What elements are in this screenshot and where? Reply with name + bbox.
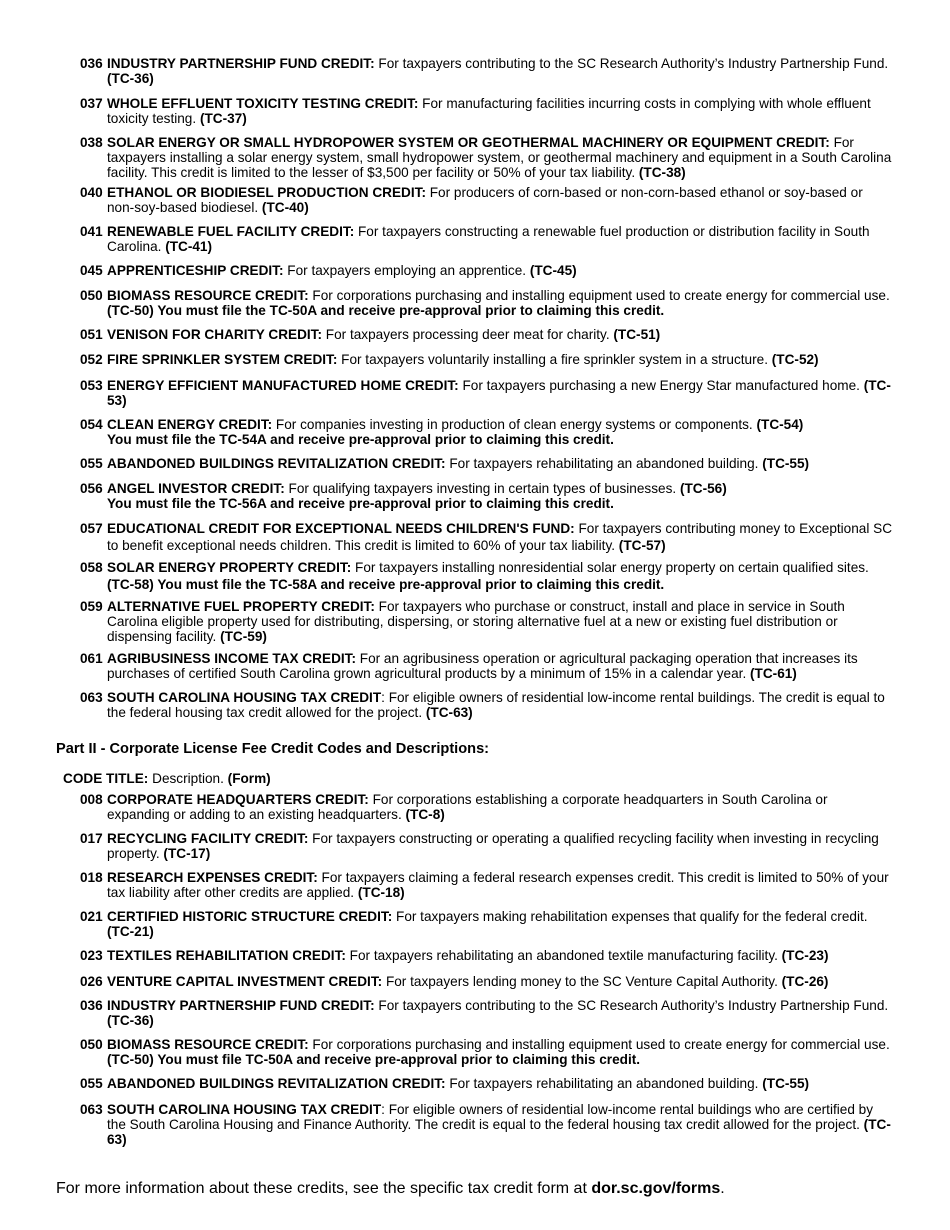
credit-entry xyxy=(80,352,895,367)
credit-form: (TC-59) xyxy=(220,629,267,644)
credit-description: For manufacturing facilities incurring costs in complying with whole effluent toxicity testing. xyxy=(107,96,871,126)
credit-entry xyxy=(80,135,895,180)
credit-description: For taxpayers lending money to the SC Venture Capital Authority. xyxy=(382,974,782,989)
preapproval-note: You must file the TC-54A and receive pre-approval prior to claiming this credit. xyxy=(107,432,614,447)
credit-entry xyxy=(80,559,895,593)
credit-code: 036 xyxy=(80,998,103,1013)
code-title-description: Description. xyxy=(148,771,228,786)
credit-form: (TC-37) xyxy=(199,111,247,126)
credit-code: 059 xyxy=(80,599,103,614)
credit-entry xyxy=(80,599,895,644)
credit-description: For taxpayers installing a solar energy system, small hydropower system, or geothermal machinery and equipment in a South Carolina facility. This credit is limited to the lesser of $3,500 per facility or 50% of your tax liability. xyxy=(107,135,892,180)
credit-form: (TC-53) xyxy=(107,378,891,408)
credit-description: : For eligible owners of residential low-income rental buildings who are certified by the South Carolina Housing and Finance Authority. The credit is equal to the federal housing tax credit allowed for the project. xyxy=(107,1102,874,1132)
credit-description: For producers of corn-based or non-corn-based ethanol or soy-based or non-soy-based biodiesel. xyxy=(107,185,863,215)
credit-description: For taxpayers who purchase or construct, install and place in service in South Carolina eligible property used for distributing, dispersing, or storing alternative fuel at a new or existing fuel distribution or dispensing facility. xyxy=(107,599,845,644)
credit-title: INDUSTRY PARTNERSHIP FUND CREDIT: xyxy=(107,998,375,1013)
footer-note xyxy=(56,1180,725,1198)
credit-code: 036 xyxy=(80,56,103,71)
credit-code: 053 xyxy=(80,378,103,393)
credit-form: (TC-45) xyxy=(529,263,577,278)
credit-form: (TC-58) xyxy=(107,577,154,592)
credit-description: For taxpayers contributing to the SC Research Authority’s Industry Partnership Fund. xyxy=(374,998,889,1013)
code-title-form: (Form) xyxy=(227,771,271,786)
credit-title: CLEAN ENERGY CREDIT: xyxy=(107,417,273,432)
credit-entry xyxy=(80,948,895,963)
credit-code: 057 xyxy=(80,521,103,536)
credit-code: 063 xyxy=(80,1102,103,1117)
credit-code: 051 xyxy=(80,327,103,342)
credit-entry xyxy=(80,998,895,1028)
credit-code: 038 xyxy=(80,135,103,150)
credit-entry xyxy=(80,288,895,318)
credit-description: For taxpayers employing an apprentice. xyxy=(283,263,530,278)
credit-form: (TC-36) xyxy=(107,1013,154,1028)
credit-title: ABANDONED BUILDINGS REVITALIZATION CREDIT: xyxy=(107,1076,446,1091)
credit-description: For taxpayers rehabilitating an abandoned textile manufacturing facility. xyxy=(345,948,782,963)
credit-title: SOLAR ENERGY OR SMALL HYDROPOWER SYSTEM OR GEOTHERMAL MACHINERY OR EQUIPMENT CREDIT: xyxy=(107,135,830,150)
credit-form: (TC-50) xyxy=(107,1052,154,1067)
credit-title: ENERGY EFFICIENT MANUFACTURED HOME CREDIT: xyxy=(107,378,459,393)
credit-title: VENISON FOR CHARITY CREDIT: xyxy=(107,327,322,342)
credit-title: TEXTILES REHABILITATION CREDIT: xyxy=(107,948,346,963)
credit-form: (TC-38) xyxy=(638,165,686,180)
credit-title: ANGEL INVESTOR CREDIT: xyxy=(107,481,285,496)
credit-form: (TC-63) xyxy=(425,705,473,720)
credit-entry xyxy=(80,378,895,408)
credit-title: SOUTH CAROLINA HOUSING TAX CREDIT xyxy=(107,1102,382,1117)
preapproval-note: You must file the TC-50A and receive pre-approval prior to claiming this credit. xyxy=(153,303,665,318)
credit-code: 055 xyxy=(80,1076,103,1091)
credit-title: BIOMASS RESOURCE CREDIT: xyxy=(107,288,309,303)
credit-title: RENEWABLE FUEL FACILITY CREDIT: xyxy=(107,224,355,239)
credit-form: (TC-50) xyxy=(107,303,154,318)
credit-description: For corporations purchasing and installing equipment used to create energy for commercial use. xyxy=(308,1037,890,1052)
credit-title: RESEARCH EXPENSES CREDIT: xyxy=(107,870,318,885)
footer-text: For more information about these credits, see the specific tax credit form at xyxy=(56,1180,592,1197)
credit-entry xyxy=(80,96,895,126)
credit-description: For taxpayers making rehabilitation expenses that qualify for the federal credit. xyxy=(392,909,868,924)
credit-form: (TC-51) xyxy=(613,327,661,342)
credit-form: (TC-61) xyxy=(750,666,797,681)
credit-code: 050 xyxy=(80,288,103,303)
credit-title: ABANDONED BUILDINGS REVITALIZATION CREDIT: xyxy=(107,456,446,471)
credit-description: For taxpayers constructing or operating a qualified recycling facility when investing in recycling property. xyxy=(107,831,879,861)
credit-title: VENTURE CAPITAL INVESTMENT CREDIT: xyxy=(107,974,383,989)
credit-title: RECYCLING FACILITY CREDIT: xyxy=(107,831,309,846)
preapproval-note: You must file TC-50A and receive pre-approval prior to claiming this credit. xyxy=(153,1052,641,1067)
credit-title: ALTERNATIVE FUEL PROPERTY CREDIT: xyxy=(107,599,375,614)
credit-description: For taxpayers purchasing a new Energy Star manufactured home. xyxy=(458,378,864,393)
credit-description: For taxpayers installing nonresidential solar energy property on certain qualified sites. xyxy=(351,560,869,575)
credit-entry xyxy=(80,224,895,254)
credit-entry xyxy=(80,327,895,342)
credit-code: 061 xyxy=(80,651,103,666)
credit-description: For taxpayers claiming a federal research expenses credit. This credit is limited to 50% of your tax liability after other credits are applied. xyxy=(107,870,889,900)
footer-period: . xyxy=(720,1180,725,1197)
credit-entry xyxy=(80,1037,895,1067)
credit-code: 026 xyxy=(80,974,103,989)
credit-code: 018 xyxy=(80,870,103,885)
credit-code: 058 xyxy=(80,560,103,575)
credit-description: For taxpayers processing deer meat for charity. xyxy=(322,327,614,342)
credit-entry xyxy=(80,417,895,447)
code-title-label: CODE TITLE: xyxy=(63,771,149,786)
credit-code: 063 xyxy=(80,690,103,705)
credit-entry xyxy=(80,651,895,681)
credit-entry xyxy=(80,456,895,471)
credit-description: For taxpayers constructing a renewable fuel production or distribution facility in South Carolina. xyxy=(107,224,870,254)
credit-entry xyxy=(80,831,895,861)
credit-code: 045 xyxy=(80,263,103,278)
credit-form: (TC-54) xyxy=(756,417,804,432)
credit-title: SOUTH CAROLINA HOUSING TAX CREDIT xyxy=(107,690,382,705)
credit-title: APPRENTICESHIP CREDIT: xyxy=(107,263,284,278)
credit-code: 008 xyxy=(80,792,103,807)
credit-description: : For eligible owners of residential low-income rental buildings. The credit is equal to the federal housing tax credit allowed for the project. xyxy=(107,690,885,720)
credit-form: (TC-57) xyxy=(618,538,666,553)
credit-description: For corporations establishing a corporate headquarters in South Carolina or expanding or adding to an existing headquarters. xyxy=(107,792,828,822)
credit-form: (TC-8) xyxy=(405,807,445,822)
credit-form: (TC-40) xyxy=(261,200,309,215)
credit-form: (TC-21) xyxy=(107,924,154,939)
credit-code: 054 xyxy=(80,417,103,432)
credit-form: (TC-18) xyxy=(357,885,405,900)
credit-form: (TC-55) xyxy=(762,1076,810,1091)
credit-form: (TC-56) xyxy=(679,481,727,496)
credit-code: 040 xyxy=(80,185,103,200)
credit-title: CERTIFIED HISTORIC STRUCTURE CREDIT: xyxy=(107,909,393,924)
credit-description: For taxpayers rehabilitating an abandoned building. xyxy=(445,456,763,471)
credit-description: For taxpayers contributing money to Exceptional SC to benefit exceptional needs children. This credit is limited to 60% of your tax liability. xyxy=(107,521,893,553)
credit-form: (TC-36) xyxy=(107,71,154,86)
credit-code: 037 xyxy=(80,96,103,111)
credit-entry xyxy=(80,792,895,822)
credit-code: 055 xyxy=(80,456,103,471)
credit-entry xyxy=(80,870,895,900)
credit-description: For companies investing in production of clean energy systems or components. xyxy=(272,417,757,432)
credit-title: CORPORATE HEADQUARTERS CREDIT: xyxy=(107,792,369,807)
credit-form: (TC-63) xyxy=(107,1117,891,1147)
credit-entry xyxy=(80,690,895,720)
credit-form: (TC-41) xyxy=(165,239,213,254)
credit-code: 021 xyxy=(80,909,103,924)
credit-form: (TC-23) xyxy=(781,948,829,963)
credit-description: For qualifying taxpayers investing in certain types of businesses. xyxy=(284,481,680,496)
credit-title: FIRE SPRINKLER SYSTEM CREDIT: xyxy=(107,352,338,367)
credit-entry xyxy=(80,1102,895,1147)
credit-entry xyxy=(80,520,895,554)
credit-description: For taxpayers contributing to the SC Research Authority’s Industry Partnership Fund. xyxy=(374,56,889,71)
credit-title: EDUCATIONAL CREDIT FOR EXCEPTIONAL NEEDS CHILDREN'S FUND: xyxy=(107,521,575,536)
credit-description: For taxpayers rehabilitating an abandoned building. xyxy=(445,1076,763,1091)
credit-code: 056 xyxy=(80,481,103,496)
credit-code: 017 xyxy=(80,831,103,846)
credit-title: ETHANOL OR BIODIESEL PRODUCTION CREDIT: xyxy=(107,185,426,200)
preapproval-note: You must file the TC-56A and receive pre-approval prior to claiming this credit. xyxy=(107,496,614,511)
credit-description: For taxpayers voluntarily installing a fire sprinkler system in a structure. xyxy=(337,352,772,367)
credit-entry xyxy=(80,56,895,86)
credit-entry xyxy=(80,909,895,939)
credit-title: INDUSTRY PARTNERSHIP FUND CREDIT: xyxy=(107,56,375,71)
credit-title: WHOLE EFFLUENT TOXICITY TESTING CREDIT: xyxy=(107,96,419,111)
credit-form: (TC-17) xyxy=(163,846,211,861)
credit-form: (TC-26) xyxy=(781,974,829,989)
credit-entry xyxy=(80,974,895,989)
credit-entry xyxy=(80,185,895,215)
section-heading: Part II - Corporate License Fee Credit Codes and Descriptions: xyxy=(56,741,490,757)
credit-title: BIOMASS RESOURCE CREDIT: xyxy=(107,1037,309,1052)
credit-form: (TC-55) xyxy=(762,456,810,471)
credit-entry xyxy=(80,263,895,278)
credit-title: SOLAR ENERGY PROPERTY CREDIT: xyxy=(107,560,352,575)
credit-description: For an agribusiness operation or agricultural packaging operation that increases its purchases of certified South Carolina grown agricultural products by a minimum of 15% in a calendar year. xyxy=(107,651,858,681)
column-legend xyxy=(63,771,271,786)
preapproval-note: You must file the TC-58A and receive pre-approval prior to claiming this credit. xyxy=(153,577,665,592)
forms-link[interactable]: dor.sc.gov/forms xyxy=(591,1180,721,1197)
credit-form: (TC-52) xyxy=(771,352,819,367)
credit-title: AGRIBUSINESS INCOME TAX CREDIT: xyxy=(107,651,356,666)
credit-code: 023 xyxy=(80,948,103,963)
credit-code: 052 xyxy=(80,352,103,367)
credit-entry xyxy=(80,481,895,511)
credit-entry xyxy=(80,1076,895,1091)
credit-description: For corporations purchasing and installing equipment used to create energy for commercial use. xyxy=(308,288,890,303)
credit-code: 041 xyxy=(80,224,103,239)
credit-code: 050 xyxy=(80,1037,103,1052)
